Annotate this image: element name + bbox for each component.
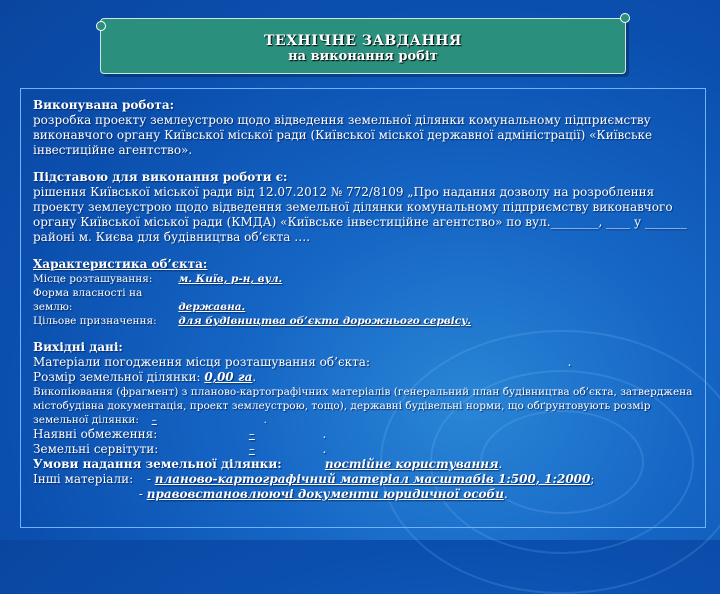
- area-row: [33, 370, 699, 385]
- other-dash: -: [146, 472, 151, 486]
- topo-text: Викопіювання (фрагмент) з планово-картографічних матеріалів (генеральний план будівництва об’єкта, затверджена містобудівна документація, проект землеустрою, тощо), державні будівельні норми, що обґрунтовують розмір земельної ділянки:: [33, 386, 693, 426]
- scroll-curl-icon: [96, 21, 106, 31]
- characteristics-row: [33, 286, 699, 314]
- servitudes-value: –: [248, 442, 255, 456]
- area-value: 0,00 га: [204, 370, 253, 384]
- purpose-label: Цільове призначення:: [33, 315, 157, 327]
- other-value: правовстановлюючі документи юридичної особи: [146, 487, 504, 501]
- characteristics-heading: Характеристика об’єкта:: [33, 257, 208, 271]
- document-subtitle: на виконання робіт: [288, 49, 438, 64]
- other-materials-row: [33, 487, 699, 502]
- topo-end: .: [263, 414, 267, 426]
- approval-value: .: [567, 355, 572, 369]
- other-end: .: [503, 487, 508, 501]
- document-title: ТЕХНІЧНЕ ЗАВДАННЯ: [264, 33, 462, 49]
- characteristics-row: [33, 314, 699, 328]
- location-value: м. Київ, р-н, вул.: [178, 273, 283, 285]
- other-dash: -: [138, 487, 143, 501]
- restrictions-row: [33, 427, 699, 442]
- scroll-curl-icon: [620, 13, 630, 23]
- location-label: Місце розташування:: [33, 273, 153, 285]
- initial-heading: Вихідні дані:: [33, 340, 123, 354]
- title-banner: [100, 18, 626, 74]
- conditions-label: Умови надання земельної ділянки:: [33, 457, 282, 471]
- purpose-value: для будівництва об’єкта дорожнього сервісу.: [178, 315, 472, 327]
- characteristics-row: [33, 272, 699, 286]
- area-label: Розмір земельної ділянки:: [33, 370, 201, 384]
- other-materials-row: [33, 472, 699, 487]
- topo-value: –: [151, 414, 157, 426]
- ownership-label: Форма власності на землю:: [33, 287, 143, 313]
- servitudes-row: [33, 442, 699, 457]
- basis-text: рішення Київської міської ради від 12.07.2012 № 772/8109 „Про надання дозволу на розроблення проекту землеустрою щодо відведення земельної ділянки комунальному підприємству виконавчого органу Київської міської ради (КМДА) «Київське інвестиційне агентство» по вул.________, ____ у _______ районі м. Києва для будівництва об’єкта ….: [33, 185, 687, 244]
- servitudes-end: .: [322, 442, 327, 456]
- approval-label: Матеріали погодження місця розташування об’єкта:: [33, 355, 371, 369]
- work-text: розробка проекту землеустрою щодо відведення земельної ділянки комунальному підприємству виконавчого органу Київської міської ради (Київської міської державної адміністрації) «Київське інвестиційне агентство».: [33, 113, 653, 157]
- topo-row: [33, 385, 699, 427]
- restrictions-end: .: [322, 427, 327, 441]
- basis-heading: Підставою для виконання роботи є:: [33, 170, 288, 184]
- restrictions-value: –: [248, 427, 255, 441]
- other-label: Інші матеріали:: [33, 472, 134, 486]
- conditions-end: .: [498, 457, 503, 471]
- approval-row: [33, 355, 699, 370]
- conditions-value: постійне користування: [324, 457, 499, 471]
- other-end: ;: [590, 472, 595, 486]
- area-end: .: [252, 370, 257, 384]
- restrictions-label: Наявні обмеження:: [33, 427, 158, 441]
- content-body: [33, 98, 699, 502]
- conditions-row: [33, 457, 699, 472]
- work-heading: Виконувана робота:: [33, 98, 175, 112]
- other-value: планово-картографічний матеріал масштабів 1:500, 1:2000: [154, 472, 591, 486]
- servitudes-label: Земельні сервітути:: [33, 442, 159, 456]
- ownership-value: державна.: [178, 301, 246, 313]
